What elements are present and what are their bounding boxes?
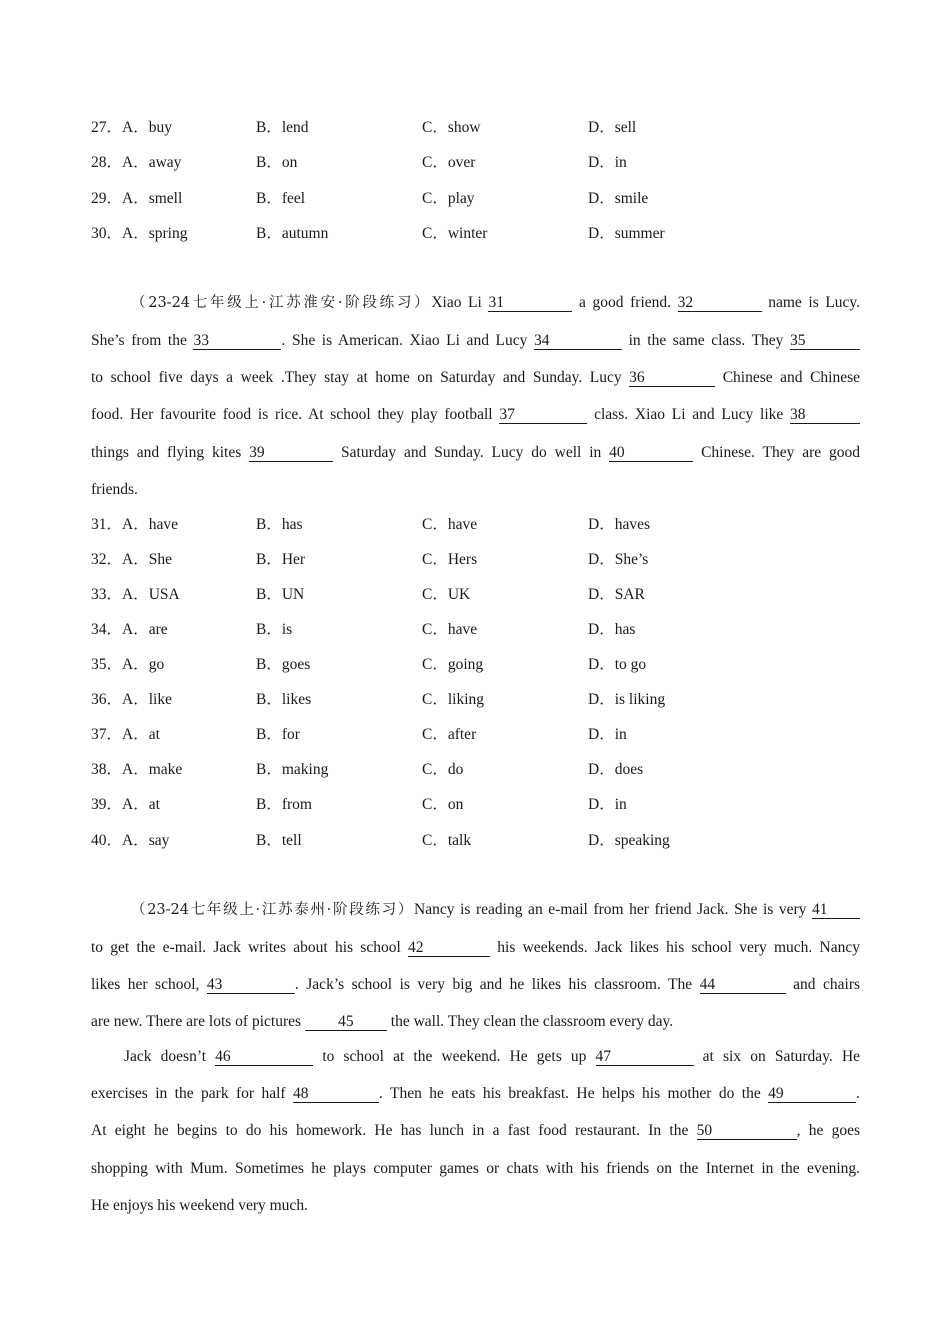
blank-47: 47 <box>596 1048 694 1066</box>
blank-50: 50 <box>697 1122 797 1140</box>
option-b: B．feel <box>256 190 306 207</box>
option-b: B．is <box>256 621 293 638</box>
blank-44: 44 <box>700 976 786 994</box>
blank-45: 45 <box>305 1013 387 1031</box>
option-c: C．play <box>422 190 475 207</box>
option-d: D．in <box>588 726 627 743</box>
blank-33: 33 <box>193 332 281 350</box>
option-c: C．on <box>422 796 464 813</box>
question-number-option-a: 40．A．say <box>91 832 170 849</box>
option-b: B．lend <box>256 119 309 136</box>
blank-40: 40 <box>609 444 693 462</box>
passage-line: friends. <box>91 481 138 498</box>
passage-line: things and flying kites 39 Saturday and Sunday. Lucy do well in 40 Chinese. They are good <box>91 444 861 461</box>
question-number-option-a: 39．A．at <box>91 796 160 813</box>
blank-38: 38 <box>790 406 860 424</box>
option-c: C．going <box>422 656 484 673</box>
passage-line: to get the e-mail. Jack writes about his school 42 his weekends. Jack likes his school very much. Nancy <box>91 939 861 956</box>
option-c: C．over <box>422 154 476 171</box>
source-label: （23-24七年级上·江苏淮安·阶段练习） <box>131 295 432 311</box>
question-number-option-a: 31．A．have <box>91 516 178 533</box>
question-number-option-a: 36．A．like <box>91 691 172 708</box>
option-c: C．have <box>422 621 478 638</box>
option-c: C．show <box>422 119 481 136</box>
option-d: D．summer <box>588 225 665 242</box>
passage-line: are new. There are lots of pictures 45 the wall. They clean the classroom every day. <box>91 1013 674 1030</box>
blank-43: 43 <box>207 976 295 994</box>
option-d: D．smile <box>588 190 649 207</box>
option-c: C．winter <box>422 225 488 242</box>
question-number-option-a: 30．A．spring <box>91 225 188 242</box>
option-b: B．UN <box>256 586 305 603</box>
question-number-option-a: 29．A．smell <box>91 190 183 207</box>
option-d: D．speaking <box>588 832 670 849</box>
blank-37: 37 <box>499 406 587 424</box>
passage-line: At eight he begins to do his homework. He has lunch in a fast food restaurant. In the 50 , he goes <box>91 1122 860 1139</box>
passage-line: （23-24七年级上·江苏淮安·阶段练习）Xiao Li 31 a good friend. 32 name is Lucy. <box>131 294 861 311</box>
option-d: D．has <box>588 621 636 638</box>
option-b: B．autumn <box>256 225 329 242</box>
option-c: C．talk <box>422 832 472 849</box>
option-d: D．does <box>588 761 644 778</box>
passage-line: （23-24七年级上·江苏泰州·阶段练习）Nancy is reading an e-mail from her friend Jack. She is very 41 <box>91 899 860 921</box>
question-number-option-a: 35．A．go <box>91 656 165 673</box>
blank-49: 49 <box>768 1085 856 1103</box>
option-d: D．to go <box>588 656 647 673</box>
option-b: B．for <box>256 726 300 743</box>
option-b: B．making <box>256 761 329 778</box>
blank-31: 31 <box>488 294 572 312</box>
passage-line: food. Her favourite food is rice. At school they play football 37 class. Xiao Li and Lucy like 38 <box>91 404 860 426</box>
passage-line: shopping with Mum. Sometimes he plays computer games or chats with his friends on the Internet in the evening. <box>91 1160 860 1177</box>
option-c: C．Hers <box>422 551 478 568</box>
passage-line: Jack doesn’t 46 to school at the weekend. He gets up 47 at six on Saturday. He <box>124 1048 861 1065</box>
question-number-option-a: 33．A．USA <box>91 586 180 603</box>
option-b: B．from <box>256 796 312 813</box>
question-number-option-a: 34．A．are <box>91 621 168 638</box>
option-d: D．sell <box>588 119 637 136</box>
option-b: B．on <box>256 154 298 171</box>
blank-39: 39 <box>249 444 333 462</box>
blank-36: 36 <box>629 369 715 387</box>
passage-line: likes her school, 43 . Jack’s school is very big and he likes his classroom. The 44 and chairs <box>91 976 861 993</box>
option-c: C．have <box>422 516 478 533</box>
option-d: D．haves <box>588 516 650 533</box>
option-d: D．in <box>588 796 627 813</box>
blank-46: 46 <box>215 1048 313 1066</box>
option-d: D．in <box>588 154 627 171</box>
passage-line: He enjoys his weekend very much. <box>91 1197 308 1214</box>
question-number-option-a: 37．A．at <box>91 726 160 743</box>
option-c: C．liking <box>422 691 485 708</box>
option-c: C．after <box>422 726 477 743</box>
blank-32: 32 <box>678 294 762 312</box>
option-b: B．goes <box>256 656 311 673</box>
question-number-option-a: 38．A．make <box>91 761 183 778</box>
blank-48: 48 <box>293 1085 379 1103</box>
option-b: B．tell <box>256 832 302 849</box>
passage-line: exercises in the park for half 48 . Then he eats his breakfast. He helps his mother do the 49 . <box>91 1085 861 1102</box>
question-number-option-a: 32．A．She <box>91 551 172 568</box>
option-c: C．do <box>422 761 464 778</box>
passage-line: to school five days a week .They stay at home on Saturday and Sunday. Lucy 36 Chinese and Chinese <box>91 369 861 386</box>
source-label: （23-24七年级上·江苏泰州·阶段练习） <box>131 902 415 918</box>
option-b: B．likes <box>256 691 312 708</box>
option-b: B．has <box>256 516 303 533</box>
option-b: B．Her <box>256 551 306 568</box>
option-d: D．is liking <box>588 691 666 708</box>
question-number-option-a: 28．A．away <box>91 154 182 171</box>
option-c: C．UK <box>422 586 471 603</box>
blank-34: 34 <box>534 332 622 350</box>
question-number-option-a: 27．A．buy <box>91 119 172 136</box>
passage-line: She’s from the 33 . She is American. Xiao Li and Lucy 34 in the same class. They 35 <box>91 330 860 352</box>
option-d: D．SAR <box>588 586 645 603</box>
blank-41: 41 <box>812 901 860 919</box>
blank-42: 42 <box>408 939 490 957</box>
blank-35: 35 <box>790 332 860 350</box>
option-d: D．She’s <box>588 551 649 568</box>
